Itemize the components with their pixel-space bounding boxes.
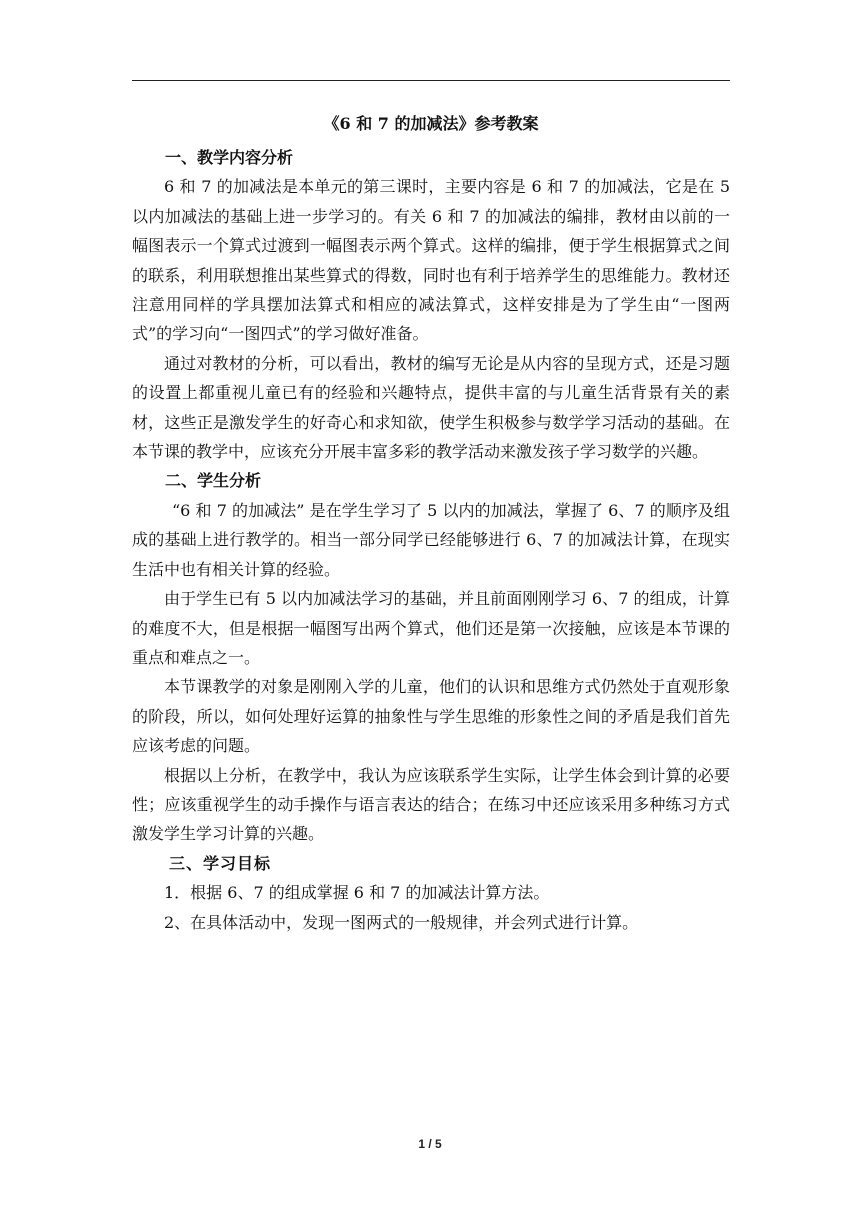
paragraph: 通过对教材的分析，可以看出，教材的编写无论是从内容的呈现方式，还是习题的设置上都重视儿童已有的经验和兴趣特点，提供丰富的与儿童生活背景有关的素材，这些正是激发学生的好奇心和求知欲，使学生积极参与数学学习活动的基础。在本节课的教学中，应该充分开展丰富多彩的教学活动来激发孩子学习数学的兴趣。: [132, 353, 730, 462]
header-rule: [132, 80, 730, 81]
section-heading-student-analysis: 二、学生分析: [165, 471, 262, 491]
paragraph: 本节课教学的对象是刚刚入学的儿童，他们的认识和思维方式仍然处于直观形象的阶段，所以，如何处理好运算的抽象性与学生思维的形象性之间的矛盾是我们首先应该考虑的问题。: [132, 677, 730, 756]
paragraph: 6 和 7 的加减法是本单元的第三课时，主要内容是 6 和 7 的加减法，它是在 5 以内加减法的基础上进一步学习的。有关 6 和 7 的加减法的编排，教材由以前的一幅图表示一个算式过渡到一幅图表示两个算式。这样的编排，便于学生根据算式之间的联系，利用联想推出某些算式的得数，同时也有利于培养学生的思维能力。教材还注意用同样的学具摆加法算式和相应的减法算式，这样安排是为了学生由“一图两式”的学习向“一图四式”的学习做好准备。: [132, 177, 730, 344]
page-number: 1 / 5: [418, 1137, 442, 1151]
paragraph: 由于学生已有 5 以内加减法学习的基础，并且前面刚刚学习 6、7 的组成，计算的难度不大，但是根据一幅图写出两个算式，他们还是第一次接触，应该是本节课的重点和难点之一。: [132, 589, 730, 667]
section-heading-content-analysis: 一、教学内容分析: [165, 148, 294, 167]
paragraph: 根据以上分析，在教学中，我认为应该联系学生实际，让学生体会到计算的必要性；应该重视学生的动手操作与语言表达的结合；在练习中还应该采用多种练习方式激发学生学习计算的兴趣。: [132, 765, 730, 844]
paragraph: 2、在具体活动中，发现一图两式的一般规律，并会列式进行计算。: [164, 912, 639, 932]
document-title: 《6 和 7 的加减法》参考教案: [323, 114, 539, 133]
paragraph: “6 和 7 的加减法” 是在学生学习了 5 以内的加减法，掌握了 6、7 的顺序及组成的基础上进行教学的。相当一部分同学已经能够进行 6、7 的加减法计算，在现实生活中也有相关计算的经验。: [132, 500, 730, 579]
document-body: [132, 143, 730, 937]
section-heading-learning-goals: 三、学习目标: [169, 853, 272, 873]
paragraph: 1．根据 6、7 的组成掌握 6 和 7 的加减法计算方法。: [164, 883, 550, 903]
